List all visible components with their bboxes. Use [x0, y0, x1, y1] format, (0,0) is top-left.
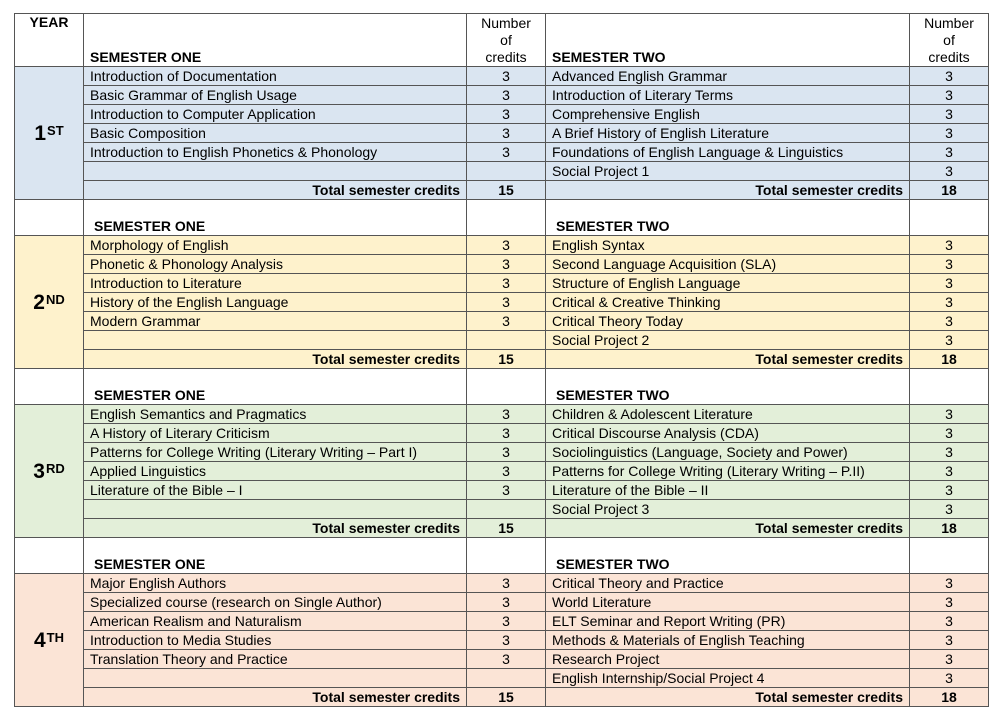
course-credits-sem1 — [467, 331, 546, 350]
year-label — [15, 236, 84, 369]
year-suffix: ST — [47, 122, 64, 138]
course-credits-sem2: 3 — [910, 481, 989, 500]
course-credits-sem1: 3 — [467, 67, 546, 86]
total-label-sem2: Total semester credits — [546, 519, 910, 538]
total-credits-sem1: 15 — [467, 181, 546, 200]
course-row — [15, 312, 989, 331]
total-row — [15, 350, 989, 369]
course-credits-sem2: 3 — [910, 424, 989, 443]
total-label-sem2: Total semester credits — [546, 350, 910, 369]
total-row — [15, 519, 989, 538]
course-row — [15, 481, 989, 500]
course-name-sem2: Literature of the Bible – II — [546, 481, 910, 500]
course-credits-sem1: 3 — [467, 274, 546, 293]
course-credits-sem2: 3 — [910, 574, 989, 593]
credits-header-line: credits — [485, 49, 527, 65]
course-name-sem1 — [84, 331, 467, 350]
course-credits-sem2: 3 — [910, 612, 989, 631]
course-credits-sem1 — [467, 669, 546, 688]
course-row — [15, 593, 989, 612]
course-name-sem1: Introduction to Media Studies — [84, 631, 467, 650]
semester-one-header: SEMESTER ONE — [84, 538, 467, 574]
course-credits-sem2: 3 — [910, 293, 989, 312]
total-credits-sem2: 18 — [910, 350, 989, 369]
course-row — [15, 236, 989, 255]
course-credits-sem1: 3 — [467, 293, 546, 312]
spacer-cell — [15, 369, 84, 405]
spacer-cell — [467, 200, 546, 236]
course-credits-sem1: 3 — [467, 405, 546, 424]
course-name-sem2: Second Language Acquisition (SLA) — [546, 255, 910, 274]
course-name-sem1 — [84, 500, 467, 519]
total-credits-sem2: 18 — [910, 688, 989, 707]
year-header: YEAR — [15, 14, 84, 67]
semester-one-header: SEMESTER ONE — [84, 200, 467, 236]
course-row — [15, 162, 989, 181]
year-suffix: RD — [45, 460, 65, 476]
course-name-sem1: Basic Composition — [84, 124, 467, 143]
semester-two-header: SEMESTER TWO — [546, 200, 910, 236]
course-name-sem1: Translation Theory and Practice — [84, 650, 467, 669]
course-row — [15, 462, 989, 481]
course-row — [15, 631, 989, 650]
year-number: 4 — [33, 628, 46, 652]
course-name-sem2: Introduction of Literary Terms — [546, 86, 910, 105]
course-row — [15, 293, 989, 312]
course-name-sem2: Critical & Creative Thinking — [546, 293, 910, 312]
spacer-cell — [910, 538, 989, 574]
course-name-sem1: American Realism and Naturalism — [84, 612, 467, 631]
course-name-sem1: Major English Authors — [84, 574, 467, 593]
total-credits-sem2: 18 — [910, 519, 989, 538]
total-credits-sem1: 15 — [467, 350, 546, 369]
course-credits-sem2: 3 — [910, 331, 989, 350]
course-row — [15, 443, 989, 462]
course-credits-sem2: 3 — [910, 312, 989, 331]
total-row — [15, 181, 989, 200]
course-name-sem2: ELT Seminar and Report Writing (PR) — [546, 612, 910, 631]
course-credits-sem1 — [467, 162, 546, 181]
course-credits-sem1: 3 — [467, 105, 546, 124]
credits-header-line: Number — [924, 15, 974, 31]
course-name-sem1: Introduction to Computer Application — [84, 105, 467, 124]
course-name-sem1: Literature of the Bible – I — [84, 481, 467, 500]
course-name-sem2: Critical Theory and Practice — [546, 574, 910, 593]
course-credits-sem1: 3 — [467, 424, 546, 443]
credits-header-line: of — [943, 32, 955, 48]
total-label-sem1: Total semester credits — [84, 519, 467, 538]
credits-header-line: of — [500, 32, 512, 48]
course-name-sem2: Foundations of English Language & Linguistics — [546, 143, 910, 162]
course-credits-sem1: 3 — [467, 86, 546, 105]
year-label — [15, 405, 84, 538]
course-credits-sem1: 3 — [467, 462, 546, 481]
course-credits-sem2: 3 — [910, 500, 989, 519]
course-name-sem1 — [84, 669, 467, 688]
course-credits-sem2: 3 — [910, 105, 989, 124]
semester-two-header: SEMESTER TWO — [546, 369, 910, 405]
course-credits-sem2: 3 — [910, 462, 989, 481]
course-name-sem2: English Internship/Social Project 4 — [546, 669, 910, 688]
semester-two-header: SEMESTER TWO — [546, 14, 910, 67]
spacer-cell — [467, 369, 546, 405]
spacer-cell — [467, 538, 546, 574]
course-row — [15, 500, 989, 519]
credits-header-sem2 — [910, 14, 989, 67]
total-row — [15, 688, 989, 707]
course-name-sem2: Social Project 3 — [546, 500, 910, 519]
year-label — [15, 574, 84, 707]
course-credits-sem2: 3 — [910, 236, 989, 255]
course-name-sem1: A History of Literary Criticism — [84, 424, 467, 443]
total-credits-sem2: 18 — [910, 181, 989, 200]
total-label-sem2: Total semester credits — [546, 688, 910, 707]
course-name-sem2: Sociolinguistics (Language, Society and Power) — [546, 443, 910, 462]
year-suffix: TH — [46, 629, 65, 645]
total-label-sem2: Total semester credits — [546, 181, 910, 200]
course-credits-sem1: 3 — [467, 312, 546, 331]
total-credits-sem1: 15 — [467, 519, 546, 538]
course-name-sem1: Specialized course (research on Single Author) — [84, 593, 467, 612]
course-credits-sem2: 3 — [910, 86, 989, 105]
semester-header-row — [15, 538, 989, 574]
year-number: 3 — [33, 459, 45, 483]
course-name-sem1: English Semantics and Pragmatics — [84, 405, 467, 424]
course-credits-sem1: 3 — [467, 443, 546, 462]
course-name-sem1: Introduction to Literature — [84, 274, 467, 293]
course-credits-sem2: 3 — [910, 255, 989, 274]
course-row — [15, 86, 989, 105]
course-credits-sem2: 3 — [910, 443, 989, 462]
course-credits-sem1: 3 — [467, 143, 546, 162]
year-number: 1 — [34, 121, 47, 145]
course-credits-sem1: 3 — [467, 236, 546, 255]
course-name-sem1: Introduction to English Phonetics & Phonology — [84, 143, 467, 162]
course-name-sem1: History of the English Language — [84, 293, 467, 312]
curriculum-table — [14, 13, 989, 707]
course-name-sem2: English Syntax — [546, 236, 910, 255]
course-row — [15, 143, 989, 162]
course-name-sem2: Critical Theory Today — [546, 312, 910, 331]
course-credits-sem1: 3 — [467, 481, 546, 500]
course-credits-sem2: 3 — [910, 162, 989, 181]
semester-two-header: SEMESTER TWO — [546, 538, 910, 574]
spacer-cell — [910, 369, 989, 405]
course-name-sem1: Morphology of English — [84, 236, 467, 255]
course-row — [15, 669, 989, 688]
total-credits-sem1: 15 — [467, 688, 546, 707]
year-label — [15, 67, 84, 200]
course-row — [15, 612, 989, 631]
course-name-sem2: Critical Discourse Analysis (CDA) — [546, 424, 910, 443]
course-row — [15, 574, 989, 593]
course-name-sem2: A Brief History of English Literature — [546, 124, 910, 143]
semester-one-header: SEMESTER ONE — [84, 14, 467, 67]
course-name-sem1: Phonetic & Phonology Analysis — [84, 255, 467, 274]
course-row — [15, 67, 989, 86]
course-row — [15, 255, 989, 274]
total-label-sem1: Total semester credits — [84, 350, 467, 369]
course-credits-sem2: 3 — [910, 67, 989, 86]
course-row — [15, 424, 989, 443]
course-row — [15, 124, 989, 143]
course-row — [15, 650, 989, 669]
course-row — [15, 331, 989, 350]
course-credits-sem1: 3 — [467, 255, 546, 274]
course-name-sem2: Comprehensive English — [546, 105, 910, 124]
semester-header-row — [15, 200, 989, 236]
course-row — [15, 405, 989, 424]
course-credits-sem1: 3 — [467, 612, 546, 631]
total-label-sem1: Total semester credits — [84, 181, 467, 200]
course-credits-sem2: 3 — [910, 143, 989, 162]
course-credits-sem1: 3 — [467, 574, 546, 593]
year-suffix: ND — [45, 291, 65, 307]
course-credits-sem2: 3 — [910, 593, 989, 612]
credits-header-line: credits — [928, 49, 970, 65]
spacer-cell — [15, 200, 84, 236]
course-name-sem2: Social Project 2 — [546, 331, 910, 350]
course-row — [15, 274, 989, 293]
spacer-cell — [910, 200, 989, 236]
course-row — [15, 105, 989, 124]
course-name-sem1: Patterns for College Writing (Literary Writing – Part I) — [84, 443, 467, 462]
course-name-sem2: Social Project 1 — [546, 162, 910, 181]
course-name-sem2: Research Project — [546, 650, 910, 669]
total-label-sem1: Total semester credits — [84, 688, 467, 707]
course-name-sem2: Structure of English Language — [546, 274, 910, 293]
course-credits-sem1: 3 — [467, 631, 546, 650]
course-credits-sem2: 3 — [910, 631, 989, 650]
header-row — [15, 14, 989, 67]
semester-header-row — [15, 369, 989, 405]
course-credits-sem1: 3 — [467, 124, 546, 143]
course-name-sem2: Children & Adolescent Literature — [546, 405, 910, 424]
spacer-cell — [15, 538, 84, 574]
year-number: 2 — [33, 290, 45, 314]
course-credits-sem2: 3 — [910, 669, 989, 688]
course-name-sem2: Methods & Materials of English Teaching — [546, 631, 910, 650]
course-name-sem1: Basic Grammar of English Usage — [84, 86, 467, 105]
credits-header-sem1 — [467, 14, 546, 67]
course-name-sem2: Patterns for College Writing (Literary Writing – P.II) — [546, 462, 910, 481]
course-credits-sem2: 3 — [910, 274, 989, 293]
course-name-sem2: Advanced English Grammar — [546, 67, 910, 86]
course-name-sem2: World Literature — [546, 593, 910, 612]
course-name-sem1: Introduction of Documentation — [84, 67, 467, 86]
course-name-sem1: Modern Grammar — [84, 312, 467, 331]
course-credits-sem2: 3 — [910, 405, 989, 424]
curriculum-table-body — [15, 14, 989, 707]
course-credits-sem2: 3 — [910, 650, 989, 669]
course-credits-sem1: 3 — [467, 650, 546, 669]
course-name-sem1: Applied Linguistics — [84, 462, 467, 481]
course-credits-sem1: 3 — [467, 593, 546, 612]
semester-one-header: SEMESTER ONE — [84, 369, 467, 405]
course-credits-sem1 — [467, 500, 546, 519]
credits-header-line: Number — [481, 15, 531, 31]
course-name-sem1 — [84, 162, 467, 181]
course-credits-sem2: 3 — [910, 124, 989, 143]
